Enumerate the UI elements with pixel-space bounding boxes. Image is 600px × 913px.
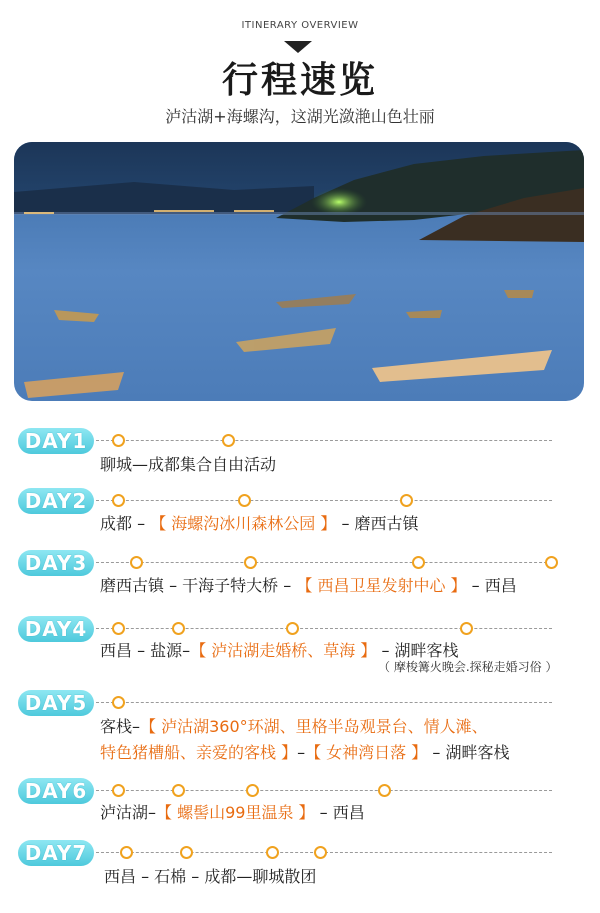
timeline-dot [460,622,473,635]
day-note: （ 摩梭篝火晚会.探秘走婚习俗 ） [378,660,558,674]
timeline-dot [238,494,251,507]
dashed-divider [96,628,552,629]
day-badge-label: DAY2 [24,489,88,513]
route-highlight: 【 西昌卫星发射中心 】 [296,576,467,595]
route-text: 西昌 – 盐源– [100,641,191,660]
route-text: – 湖畔客栈 [427,743,510,762]
day-route [100,573,517,596]
day-badge [18,616,94,642]
day-route-line-1 [100,714,488,737]
timeline-dot [112,494,125,507]
route-highlight: 【 泸沽湖走婚桥、草海 】 [190,641,377,660]
day-badge [18,428,94,454]
day-badge-label: DAY3 [24,551,88,575]
route-text: 聊城—成都集合自由活动 [100,455,277,474]
dashed-divider [96,562,552,563]
day-badge-label: DAY1 [24,429,88,453]
route-text: – 磨西古镇 [336,514,419,533]
day-badge-label: DAY6 [24,779,88,803]
route-text: – [297,743,306,762]
day-badge-label: DAY4 [24,617,88,641]
page-title: 行程速览 [221,60,378,101]
day-badge [18,488,94,514]
route-highlight: 【 泸沽湖360°环湖、里格半岛观景台、情人滩、 [140,717,488,736]
timeline-dot [545,556,558,569]
timeline-dot [412,556,425,569]
timeline-dot [112,622,125,635]
day-badge [18,840,94,866]
timeline-dot [378,784,391,797]
day-route [100,452,276,475]
timeline-dot [244,556,257,569]
day-badge [18,550,94,576]
timeline-dot [180,846,193,859]
dashed-divider [96,440,552,441]
route-text: 磨西古镇 – 干海子特大桥 – [100,576,297,595]
timeline-dot [172,622,185,635]
lake-photo [14,142,584,401]
timeline-dot [246,784,259,797]
timeline-dot [130,556,143,569]
timeline-dot [286,622,299,635]
timeline-dot [112,784,125,797]
timeline-dot [112,696,125,709]
day-badge [18,778,94,804]
route-highlight: 【 螺髻山99里温泉 】 [156,803,315,822]
route-text: 成都 – [100,514,151,533]
route-text: 泸沽湖– [100,803,157,822]
timeline-dot [112,434,125,447]
day-route [104,864,316,887]
route-text: – 西昌 [314,803,365,822]
day-badge [18,690,94,716]
day-route-line-2 [100,740,509,763]
day-badge-label: DAY5 [24,691,88,715]
timeline-dot [314,846,327,859]
dashed-divider [96,500,552,501]
route-text: 客栈– [100,717,141,736]
timeline-dot [120,846,133,859]
page-subtitle: 泸沽湖+海螺沟，这湖光潋滟山色壮丽 [165,107,435,126]
route-highlight: 【 女神湾日落 】 [305,743,428,762]
dashed-divider [96,702,552,703]
route-highlight: 特色猪槽船、亲爱的客栈 】 [100,743,298,762]
route-highlight: 【 海螺沟冰川森林公园 】 [150,514,337,533]
route-text: – 湖畔客栈 [376,641,459,660]
timeline-dot [400,494,413,507]
timeline-dot [172,784,185,797]
day-route [100,800,365,823]
route-text: 西昌 – 石棉 – 成都—聊城散团 [104,867,317,886]
day-badge-label: DAY7 [24,841,88,865]
day-route [100,511,419,534]
timeline-dot [222,434,235,447]
route-text: – 西昌 [466,576,517,595]
eyebrow-label: ITINERARY OVERVIEW [241,20,359,31]
timeline-dot [266,846,279,859]
dashed-divider [96,790,552,791]
